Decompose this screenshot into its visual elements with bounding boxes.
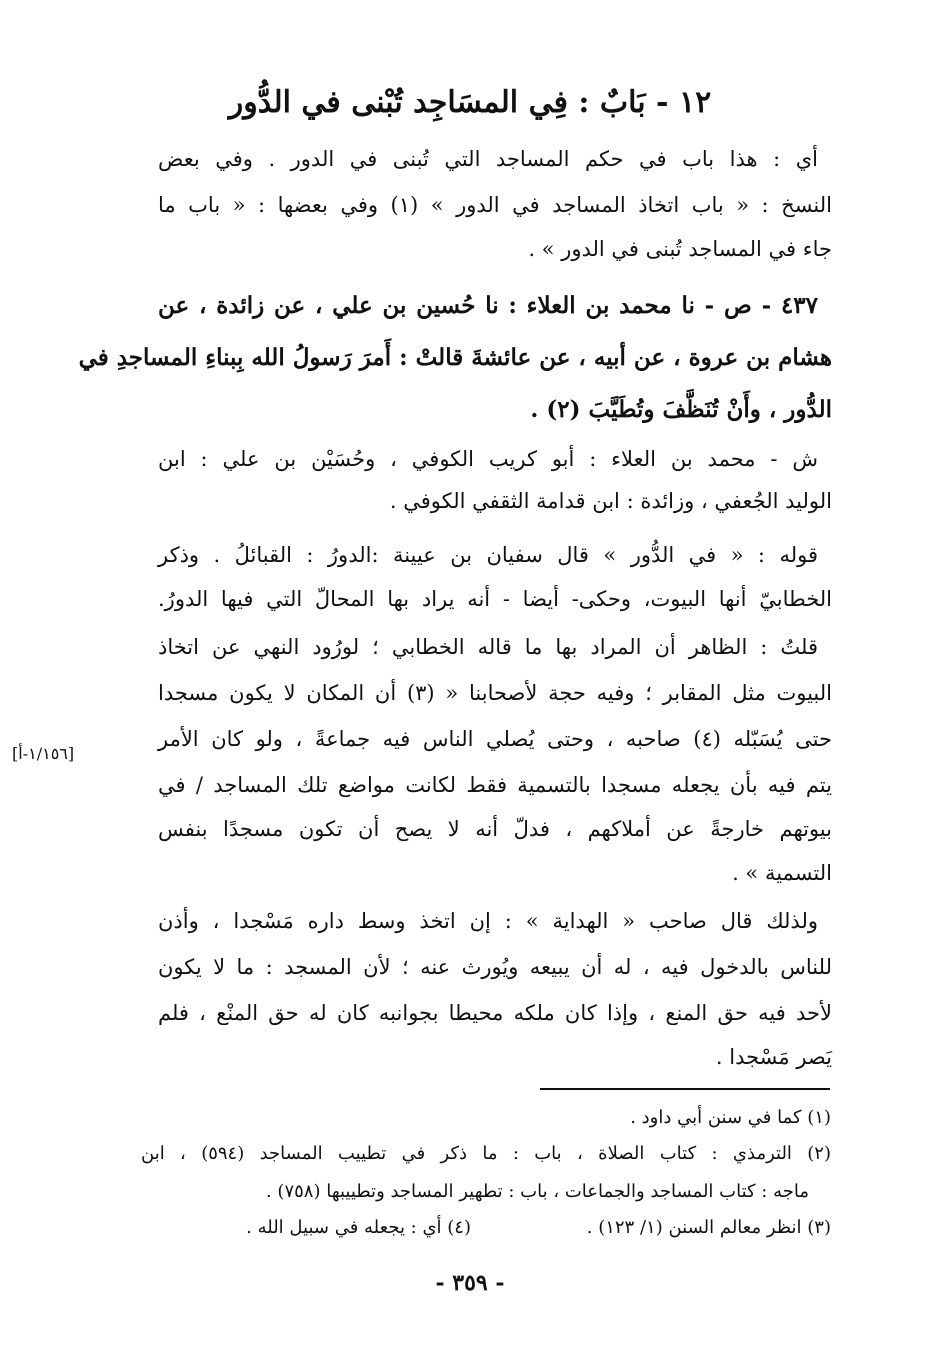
paragraph-line: البيوت مثل المقابر ؛ وفيه حجة لأصحابنا « (٣) أن المكان لا يكون مسجدا xyxy=(158,681,832,705)
paragraph-line: قلتُ : الظاهر أن المراد بها ما قاله الخطابي ؛ لورُود النهي عن اتخاذ xyxy=(158,635,818,659)
hadith-line: هشام بن عروة ، عن أبيه ، عن عائشةَ قالتْ : أَمرَ رَسولُ الله بِبناءِ المساجدِ في xyxy=(78,344,832,371)
paragraph-line: التسمية » . xyxy=(732,861,832,885)
footnote-3: (٣) انظر معالم السنن (١/ ١٢٣) . xyxy=(586,1217,831,1238)
paragraph-line: لأحد فيه حق المنع ، وإذا كان ملكه محيطا بجوانبه كان له حق المنْع ، فلم xyxy=(158,1001,832,1025)
paragraph-line: الخطابيّ أنها البيوت، وحكى- أيضا - أنه يراد بها المحالّ التي فيها الدورُ. xyxy=(158,587,832,611)
paragraph-line: حتى يُسَبّله (٤) صاحبه ، وحتى يُصلي الناس فيه جماعةً ، ولو كان الأمر xyxy=(158,727,833,751)
paragraph-line: يتم فيه بأن يجعله مسجدا بالتسمية فقط لكانت مواضع تلك المساجد / في xyxy=(158,773,832,797)
hadith-line: ٤٣٧ - ص - نا محمد بن العلاء : نا حُسين بن علي ، عن زائدة ، عن xyxy=(158,292,818,319)
paragraph-line: النسخ : « باب اتخاذ المساجد في الدور » (١) وفي بعضها : « باب ما xyxy=(158,193,832,217)
paragraph-line: ش - محمد بن العلاء : أبو كريب الكوفي ، وحُسَيْن بن علي : ابن xyxy=(158,447,818,471)
footnote-4: (٤) أي : يجعله في سبيل الله . xyxy=(246,1217,471,1238)
chapter-title: ١٢ - بَابٌ : فِي المسَاجِد تُبْنى في الدُّور xyxy=(228,85,712,120)
margin-note: [١/١٥٦-أ] xyxy=(12,744,75,763)
paragraph-line: للناس بالدخول فيه ، له أن يبيعه ويُورث عنه ؛ لأن المسجد : ما لا يكون xyxy=(158,955,832,979)
paragraph-line: يَصر مَسْجدا . xyxy=(715,1045,832,1069)
paragraph-line: ولذلك قال صاحب « الهداية » : إن اتخذ وسط داره مَسْجدا ، وأذن xyxy=(158,909,818,933)
page-number: - ٣٥٩ - xyxy=(435,1270,505,1296)
hadith-line: الدُّور ، وأَنْ تُنَظَّفَ وتُطَيَّبَ (٢) . xyxy=(530,396,832,423)
paragraph-line: قوله : « في الدُّور » قال سفيان بن عيينة :الدورُ : القبائلُ . وذكر xyxy=(158,543,818,567)
paragraph-line: أي : هذا باب في حكم المساجد التي تُبنى في الدور . وفي بعض xyxy=(158,147,818,171)
footnote-2-continued: ماجه : كتاب المساجد والجماعات ، باب : تطهير المساجد وتطييبها (٧٥٨) . xyxy=(265,1181,809,1202)
footnote-2: (٢) الترمذي : كتاب الصلاة ، باب : ما ذكر في تطييب المساجد (٥٩٤) ، ابن xyxy=(141,1143,831,1164)
footnote-1: (١) كما في سنن أبي داود . xyxy=(630,1107,831,1128)
paragraph-line: جاء في المساجد تُبنى في الدور » . xyxy=(528,237,832,261)
paragraph-line: بيوتهم خارجةً عن أملاكهم ، فدلّ أنه لا يصح أن تكون مسجدًا بنفس xyxy=(158,817,832,841)
footnote-divider xyxy=(540,1088,830,1090)
paragraph-line: الوليد الجُعفي ، وزائدة : ابن قدامة الثقفي الكوفي . xyxy=(389,489,832,513)
